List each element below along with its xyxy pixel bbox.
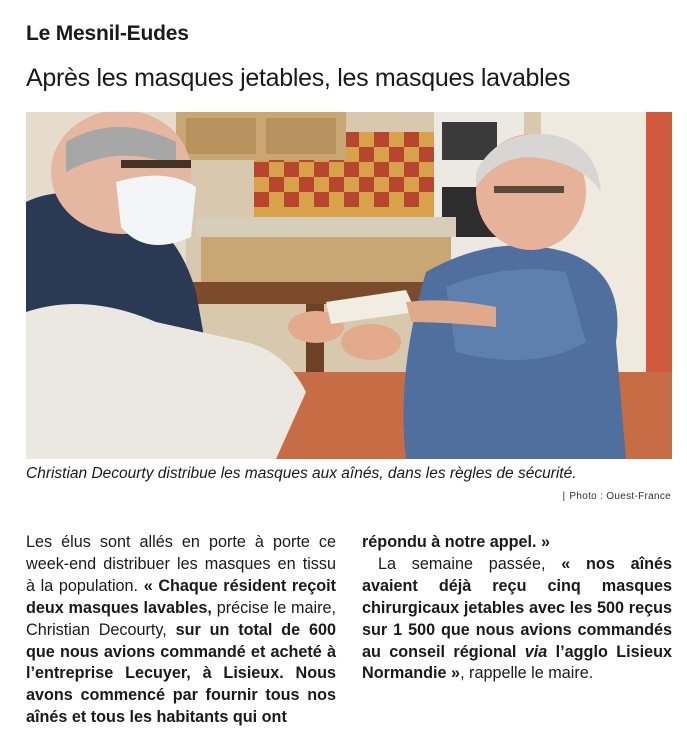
article-column-left	[26, 532, 336, 729]
body-quote-continued: répondu à notre appel. »	[362, 533, 550, 551]
body-quote: « Chaque résident reçoit deux masques lavables,	[26, 576, 336, 617]
photo-caption: Christian Decourty distribue les masques aux aînés, dans les règles de sécurité.	[26, 465, 577, 482]
credit-separator: |	[562, 491, 566, 502]
credit-prefix: Photo :	[569, 491, 604, 502]
photo-credit	[562, 491, 671, 502]
body-text: Les élus sont allés en porte à porte ce week-end distribuer les masques en tissu à la population.	[26, 533, 336, 595]
credit-source: Ouest-France	[606, 491, 671, 502]
body-text: précise le maire, Christian Decourty,	[26, 598, 337, 639]
body-text: La semaine passée,	[378, 554, 562, 573]
body-quote: sur un total de 600 que nous avions commandé et acheté à l’entreprise Lecuyer, à Lisieux. Nous avons commencé par fournir tous nos aînés et tous les habitants qui ont	[26, 620, 337, 727]
article-headline: Après les masques jetables, les masques lavables	[26, 64, 571, 92]
article-column-right	[362, 532, 672, 685]
body-quote-italic: via	[524, 642, 548, 661]
article-photo	[26, 112, 672, 459]
body-quote: l’agglo Lisieux Normandie »	[362, 642, 672, 683]
body-text: , rappelle le maire.	[460, 664, 594, 683]
article-kicker: Le Mesnil-Eudes	[26, 22, 189, 45]
body-quote: « nos aînés avaient déjà reçu cinq masques chirurgicaux jetables avec les 500 reçus sur 1 500 que nous avions commandés au conseil régional	[362, 554, 672, 661]
photo-illustration	[26, 112, 672, 459]
